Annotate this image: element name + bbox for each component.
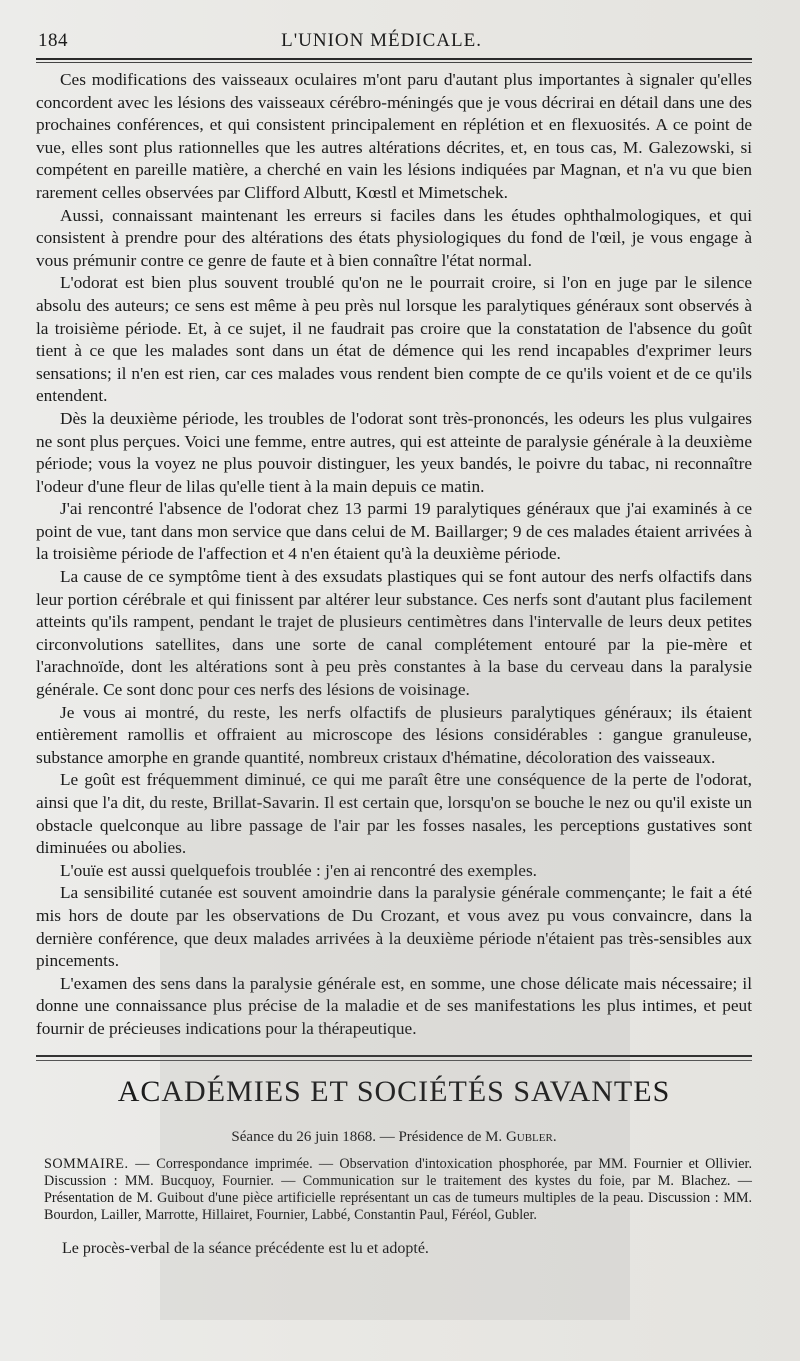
paragraph: L'ouïe est aussi quelquefois troublée : j'en ai rencontré des exemples. [60,860,537,880]
paragraph: La sensibilité cutanée est souvent amoindrie dans la paralysie générale commençante; le fait a été mis hors de doute par les observations de Du Crozant, et vous avez pu vous convaincre, dans la dernière conférence, que deux malades arrivées à la deuxième période n'étaient pas très-sensibles aux pincements. [36,883,752,971]
section-divider [36,1055,752,1057]
seance-chair: Gubler. [505,1128,557,1145]
section-divider-thin [36,1060,752,1061]
sommaire-lead: SOMMAIRE. — [44,1155,150,1172]
paragraph: Je vous ai montré, du reste, les nerfs olfactifs de plusieurs paralytiques généraux; ils étaient entièrement ramollis et offraient au microscope des lésions considérables : gangue granuleuse, substance amorphe en grande quantité, nombreux cristaux d'hématine, décoloration des vaisseaux. [36,702,752,767]
paragraph: L'examen des sens dans la paralysie générale est, en somme, une chose délicate mais nécessaire; il donne une connaissance plus précise de la maladie et de ses manifestations les plus intimes, et peut fournir de précieuses indications pour la thérapeutique. [36,973,752,1038]
proces-verbal: Le procès-verbal de la séance précédente est lu et adopté. [62,1239,429,1257]
article-body [36,69,752,1041]
sommaire-text: Correspondance imprimée. — Observation d'intoxication phosphorée, par MM. Fournier et Ollivier. Discussion : MM. Bucquoy, Fournier. — Communication sur le traitement des kystes du foie, par M. Blachez. — Présentation de M. Guibout d'une pièce artificielle représentant un cas de tumeurs multiples de la peau. Discussion : MM. Bourdon, Lailler, Marrotte, Hillairet, Fournier, Labbé, Constantin Paul, Féréol, Gubler. [44,1155,752,1223]
page-number: 184 [38,30,68,51]
header-rule [36,58,752,60]
paragraph: Ces modifications des vaisseaux oculaires m'ont paru d'autant plus importantes à signaler qu'elles concordent avec les lésions des vaisseaux cérébro-méningés que je vous décrirai en détail dans une des prochaines conférences, et qui consistent principalement en réplétion et en flexuosités. A ce point de vue, elles sont plus rationnelles que les autres altérations décrites, et, en tous cas, M. Galezowski, si compétent en pareille matière, a cherché en vain les lésions indiquées par Magnan, et n'a vu que bien rarement celles observées par Clifford Albutt, Kœstl et Mimetschek. [36,70,752,202]
paragraph: Dès la deuxième période, les troubles de l'odorat sont très-prononcés, les odeurs les plus vulgaires ne sont plus perçues. Voici une femme, entre autres, qui est atteinte de paralysie générale à la deuxième période; vous la voyez ne plus pouvoir distinguer, les yeux bandés, le poivre du tabac, ni reconnaître l'odeur d'une fleur de lilas qu'elle tient à la main depuis ce matin. [36,408,752,496]
sommaire [36,1156,752,1224]
paragraph: Le goût est fréquemment diminué, ce qui me paraît être une conséquence de la perte de l'odorat, ainsi que l'a dit, du reste, Brillat-Savarin. Il est certain que, lorsqu'on se bouche le nez ou qu'il existe un obstacle quelconque au libre passage de l'air par les fosses nasales, les perceptions gustatives sont diminuées ou abolies. [36,770,752,858]
page-header [36,30,752,52]
journal-title: L'UNION MÉDICALE. [281,30,482,51]
paragraph: La cause de ce symptôme tient à des exsudats plastiques qui se font autour des nerfs olfactifs dans leur portion cérébrale et qui finissent par altérer leur substance. Ces nerfs sont d'autant plus facilement atteints qu'ils rampent, pendant le trajet de plusieurs centimètres dans l'intervalle de leurs deux petites circonvolutions satellites, dans une sorte de canal complétement entouré par la pie-mère et l'arachnoïde, dont les altérations sont à peu près constantes à la base du cerveau dans la paralysie générale. Ce sont donc pour ces nerfs des lésions de voisinage. [36,567,752,700]
seance-date: Séance du 26 juin 1868. — Présidence de M. [231,1128,506,1145]
paragraph: Aussi, connaissant maintenant les erreurs si faciles dans les études ophthalmologiques, et qui consistent à prendre pour des altérations des états physiologiques du fond de l'œil, je vous engage à vous prémunir contre ce genre de faute et à bien connaître l'état normal. [36,205,752,270]
header-rule-thin [36,62,752,63]
seance-line [36,1129,752,1146]
paragraph: J'ai rencontré l'absence de l'odorat chez 13 parmi 19 paralytiques généraux que j'ai examinés à ce point de vue, tant dans mon service que dans celui de M. Baillarger; 9 de ces malades étaient arrivées à la troisième période de l'affection et 4 n'en étaient qu'à la deuxième période. [36,499,752,564]
paragraph: L'odorat est bien plus souvent troublé qu'on ne le pourrait croire, si l'on en juge par le silence absolu des auteurs; ce sens est même à peu près nul lorsque les paralytiques généraux sont observés à la troisième période. Et, à ce sujet, il ne faudrait pas croire que la constatation de l'absence du goût tient à ce que les malades sont dans un état de démence qui les rend incapables d'exprimer leurs sensations; il n'en est rien, car ces malades vous rendent bien compte de ce qu'ils voient et de ce qu'ils entendent. [36,273,752,406]
section-title: ACADÉMIES ET SOCIÉTÉS SAVANTES [117,1074,671,1108]
